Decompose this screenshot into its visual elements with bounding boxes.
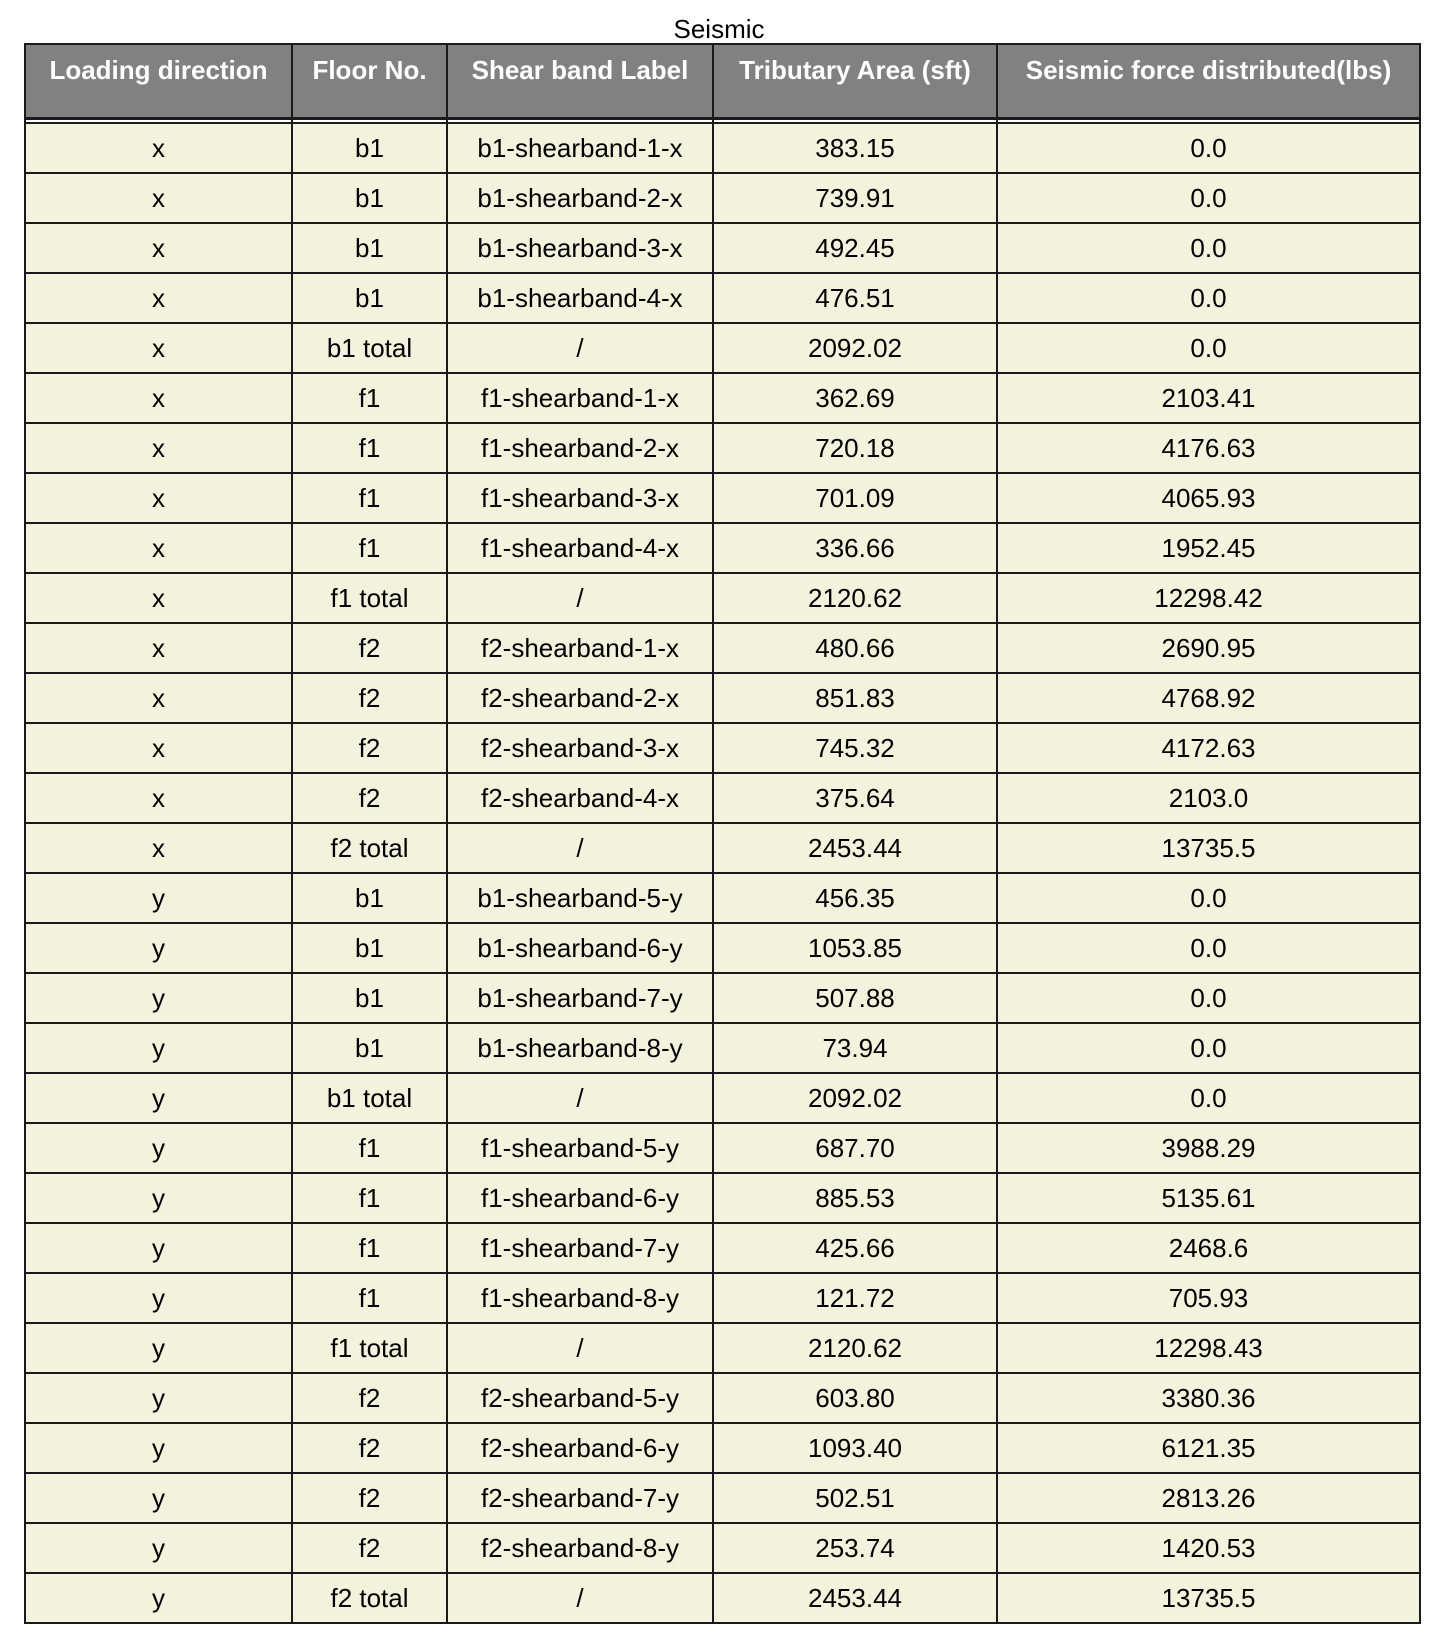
header-loading-direction: Loading direction <box>25 44 292 118</box>
cell-floor-no: f2 <box>292 1473 447 1523</box>
table-row <box>25 623 1420 673</box>
cell-tributary-area: 687.70 <box>713 1123 997 1173</box>
table-header <box>25 44 1420 118</box>
cell-shear-band-label: / <box>447 1323 713 1373</box>
cell-shear-band-label: b1-shearband-8-y <box>447 1023 713 1073</box>
cell-loading-direction: y <box>25 873 292 923</box>
table-row <box>25 1523 1420 1573</box>
cell-seismic-force: 13735.5 <box>997 1573 1420 1623</box>
table-row <box>25 723 1420 773</box>
cell-seismic-force: 2468.6 <box>997 1223 1420 1273</box>
cell-floor-no: f2 <box>292 1373 447 1423</box>
cell-loading-direction: y <box>25 1273 292 1323</box>
cell-seismic-force: 12298.43 <box>997 1323 1420 1373</box>
cell-seismic-force: 1420.53 <box>997 1523 1420 1573</box>
cell-floor-no: f1 <box>292 373 447 423</box>
cell-shear-band-label: f2-shearband-5-y <box>447 1373 713 1423</box>
table-row <box>25 1373 1420 1423</box>
cell-shear-band-label: / <box>447 823 713 873</box>
cell-tributary-area: 885.53 <box>713 1173 997 1223</box>
cell-floor-no: f2 total <box>292 1573 447 1623</box>
cell-tributary-area: 375.64 <box>713 773 997 823</box>
cell-loading-direction: x <box>25 423 292 473</box>
cell-shear-band-label: f2-shearband-4-x <box>447 773 713 823</box>
table-row <box>25 823 1420 873</box>
cell-loading-direction: y <box>25 1473 292 1523</box>
cell-seismic-force: 2103.0 <box>997 773 1420 823</box>
cell-shear-band-label: f2-shearband-8-y <box>447 1523 713 1573</box>
cell-shear-band-label: / <box>447 323 713 373</box>
table-row <box>25 373 1420 423</box>
cell-shear-band-label: f1-shearband-4-x <box>447 523 713 573</box>
cell-loading-direction: y <box>25 1123 292 1173</box>
cell-floor-no: f1 <box>292 423 447 473</box>
cell-shear-band-label: f1-shearband-2-x <box>447 423 713 473</box>
cell-shear-band-label: f2-shearband-6-y <box>447 1423 713 1473</box>
cell-loading-direction: y <box>25 1423 292 1473</box>
table-row <box>25 923 1420 973</box>
table-row <box>25 973 1420 1023</box>
cell-shear-band-label: b1-shearband-7-y <box>447 973 713 1023</box>
table-row <box>25 1323 1420 1373</box>
cell-tributary-area: 2120.62 <box>713 1323 997 1373</box>
table-row <box>25 1423 1420 1473</box>
cell-shear-band-label: b1-shearband-3-x <box>447 223 713 273</box>
cell-floor-no: b1 <box>292 123 447 173</box>
cell-shear-band-label: / <box>447 1573 713 1623</box>
cell-seismic-force: 2103.41 <box>997 373 1420 423</box>
cell-shear-band-label: f2-shearband-2-x <box>447 673 713 723</box>
cell-floor-no: b1 <box>292 223 447 273</box>
cell-seismic-force: 4065.93 <box>997 473 1420 523</box>
cell-loading-direction: x <box>25 723 292 773</box>
cell-seismic-force: 0.0 <box>997 1023 1420 1073</box>
cell-seismic-force: 0.0 <box>997 323 1420 373</box>
cell-tributary-area: 336.66 <box>713 523 997 573</box>
cell-floor-no: f1 <box>292 1173 447 1223</box>
cell-loading-direction: y <box>25 1373 292 1423</box>
cell-loading-direction: x <box>25 773 292 823</box>
cell-floor-no: f2 <box>292 623 447 673</box>
cell-shear-band-label: f1-shearband-5-y <box>447 1123 713 1173</box>
table-row <box>25 873 1420 923</box>
cell-loading-direction: x <box>25 673 292 723</box>
table-row <box>25 173 1420 223</box>
cell-tributary-area: 480.66 <box>713 623 997 673</box>
cell-floor-no: f2 total <box>292 823 447 873</box>
cell-floor-no: b1 <box>292 923 447 973</box>
cell-loading-direction: y <box>25 1523 292 1573</box>
cell-shear-band-label: b1-shearband-2-x <box>447 173 713 223</box>
cell-loading-direction: y <box>25 1023 292 1073</box>
cell-seismic-force: 3988.29 <box>997 1123 1420 1173</box>
table-row <box>25 773 1420 823</box>
cell-tributary-area: 2092.02 <box>713 1073 997 1123</box>
table-row <box>25 423 1420 473</box>
cell-floor-no: f1 <box>292 473 447 523</box>
table-row <box>25 473 1420 523</box>
cell-loading-direction: x <box>25 573 292 623</box>
cell-seismic-force: 2690.95 <box>997 623 1420 673</box>
table-row <box>25 573 1420 623</box>
cell-tributary-area: 362.69 <box>713 373 997 423</box>
table-row <box>25 673 1420 723</box>
cell-tributary-area: 253.74 <box>713 1523 997 1573</box>
table-row <box>25 223 1420 273</box>
cell-tributary-area: 1093.40 <box>713 1423 997 1473</box>
cell-floor-no: f1 <box>292 1223 447 1273</box>
cell-seismic-force: 0.0 <box>997 223 1420 273</box>
table-row <box>25 1473 1420 1523</box>
seismic-table <box>24 43 1421 1624</box>
cell-shear-band-label: f2-shearband-1-x <box>447 623 713 673</box>
table-row <box>25 1123 1420 1173</box>
cell-floor-no: f1 <box>292 523 447 573</box>
cell-tributary-area: 2120.62 <box>713 573 997 623</box>
table-row <box>25 1173 1420 1223</box>
header-seismic-force: Seismic force distributed(lbs) <box>997 44 1420 118</box>
cell-loading-direction: x <box>25 473 292 523</box>
cell-loading-direction: x <box>25 323 292 373</box>
cell-tributary-area: 603.80 <box>713 1373 997 1423</box>
table-row <box>25 123 1420 173</box>
cell-tributary-area: 2453.44 <box>713 1573 997 1623</box>
cell-seismic-force: 13735.5 <box>997 823 1420 873</box>
header-shear-band-label: Shear band Label <box>447 44 713 118</box>
cell-floor-no: b1 <box>292 973 447 1023</box>
cell-tributary-area: 1053.85 <box>713 923 997 973</box>
cell-seismic-force: 0.0 <box>997 923 1420 973</box>
cell-tributary-area: 851.83 <box>713 673 997 723</box>
cell-shear-band-label: f1-shearband-6-y <box>447 1173 713 1223</box>
cell-floor-no: b1 total <box>292 1073 447 1123</box>
cell-seismic-force: 2813.26 <box>997 1473 1420 1523</box>
cell-loading-direction: x <box>25 523 292 573</box>
cell-tributary-area: 476.51 <box>713 273 997 323</box>
cell-floor-no: b1 <box>292 173 447 223</box>
table-row <box>25 273 1420 323</box>
cell-shear-band-label: b1-shearband-4-x <box>447 273 713 323</box>
cell-tributary-area: 73.94 <box>713 1023 997 1073</box>
cell-tributary-area: 701.09 <box>713 473 997 523</box>
cell-loading-direction: y <box>25 1173 292 1223</box>
cell-loading-direction: x <box>25 623 292 673</box>
table-row <box>25 323 1420 373</box>
table-row <box>25 1223 1420 1273</box>
cell-loading-direction: x <box>25 373 292 423</box>
cell-loading-direction: x <box>25 123 292 173</box>
cell-shear-band-label: b1-shearband-5-y <box>447 873 713 923</box>
cell-tributary-area: 456.35 <box>713 873 997 923</box>
cell-shear-band-label: f1-shearband-8-y <box>447 1273 713 1323</box>
table-row <box>25 523 1420 573</box>
cell-floor-no: b1 total <box>292 323 447 373</box>
cell-loading-direction: x <box>25 273 292 323</box>
cell-shear-band-label: b1-shearband-1-x <box>447 123 713 173</box>
cell-floor-no: f2 <box>292 1523 447 1573</box>
cell-tributary-area: 2453.44 <box>713 823 997 873</box>
table-row <box>25 1073 1420 1123</box>
cell-shear-band-label: f2-shearband-7-y <box>447 1473 713 1523</box>
cell-seismic-force: 3380.36 <box>997 1373 1420 1423</box>
cell-loading-direction: x <box>25 223 292 273</box>
cell-tributary-area: 507.88 <box>713 973 997 1023</box>
cell-shear-band-label: f1-shearband-1-x <box>447 373 713 423</box>
cell-shear-band-label: f1-shearband-7-y <box>447 1223 713 1273</box>
cell-loading-direction: y <box>25 1223 292 1273</box>
cell-loading-direction: y <box>25 973 292 1023</box>
cell-floor-no: b1 <box>292 273 447 323</box>
cell-floor-no: f2 <box>292 1423 447 1473</box>
cell-seismic-force: 0.0 <box>997 1073 1420 1123</box>
table-body <box>25 118 1420 1623</box>
cell-floor-no: b1 <box>292 1023 447 1073</box>
cell-seismic-force: 0.0 <box>997 173 1420 223</box>
table-row <box>25 1273 1420 1323</box>
cell-shear-band-label: f1-shearband-3-x <box>447 473 713 523</box>
header-row <box>25 44 1420 118</box>
header-tributary-area: Tributary Area (sft) <box>713 44 997 118</box>
cell-floor-no: b1 <box>292 873 447 923</box>
cell-seismic-force: 0.0 <box>997 273 1420 323</box>
cell-tributary-area: 720.18 <box>713 423 997 473</box>
cell-seismic-force: 0.0 <box>997 973 1420 1023</box>
table-row <box>25 1573 1420 1623</box>
cell-floor-no: f2 <box>292 723 447 773</box>
cell-tributary-area: 739.91 <box>713 173 997 223</box>
cell-tributary-area: 745.32 <box>713 723 997 773</box>
cell-shear-band-label: f2-shearband-3-x <box>447 723 713 773</box>
cell-tributary-area: 502.51 <box>713 1473 997 1523</box>
cell-tributary-area: 383.15 <box>713 123 997 173</box>
cell-floor-no: f1 total <box>292 573 447 623</box>
table-row <box>25 1023 1420 1073</box>
cell-seismic-force: 0.0 <box>997 123 1420 173</box>
cell-tributary-area: 425.66 <box>713 1223 997 1273</box>
cell-floor-no: f1 total <box>292 1323 447 1373</box>
cell-seismic-force: 4176.63 <box>997 423 1420 473</box>
cell-seismic-force: 5135.61 <box>997 1173 1420 1223</box>
cell-floor-no: f1 <box>292 1273 447 1323</box>
cell-loading-direction: y <box>25 1323 292 1373</box>
cell-tributary-area: 121.72 <box>713 1273 997 1323</box>
cell-seismic-force: 12298.42 <box>997 573 1420 623</box>
cell-loading-direction: x <box>25 173 292 223</box>
header-floor-no: Floor No. <box>292 44 447 118</box>
cell-seismic-force: 4172.63 <box>997 723 1420 773</box>
cell-seismic-force: 6121.35 <box>997 1423 1420 1473</box>
cell-tributary-area: 2092.02 <box>713 323 997 373</box>
table-title: Seismic <box>673 14 765 44</box>
cell-shear-band-label: / <box>447 1073 713 1123</box>
cell-floor-no: f1 <box>292 1123 447 1173</box>
cell-seismic-force: 0.0 <box>997 873 1420 923</box>
cell-seismic-force: 4768.92 <box>997 673 1420 723</box>
cell-seismic-force: 705.93 <box>997 1273 1420 1323</box>
cell-shear-band-label: / <box>447 573 713 623</box>
cell-floor-no: f2 <box>292 673 447 723</box>
cell-tributary-area: 492.45 <box>713 223 997 273</box>
cell-loading-direction: y <box>25 1573 292 1623</box>
cell-loading-direction: y <box>25 923 292 973</box>
cell-seismic-force: 1952.45 <box>997 523 1420 573</box>
cell-floor-no: f2 <box>292 773 447 823</box>
cell-shear-band-label: b1-shearband-6-y <box>447 923 713 973</box>
cell-loading-direction: x <box>25 823 292 873</box>
cell-loading-direction: y <box>25 1073 292 1123</box>
